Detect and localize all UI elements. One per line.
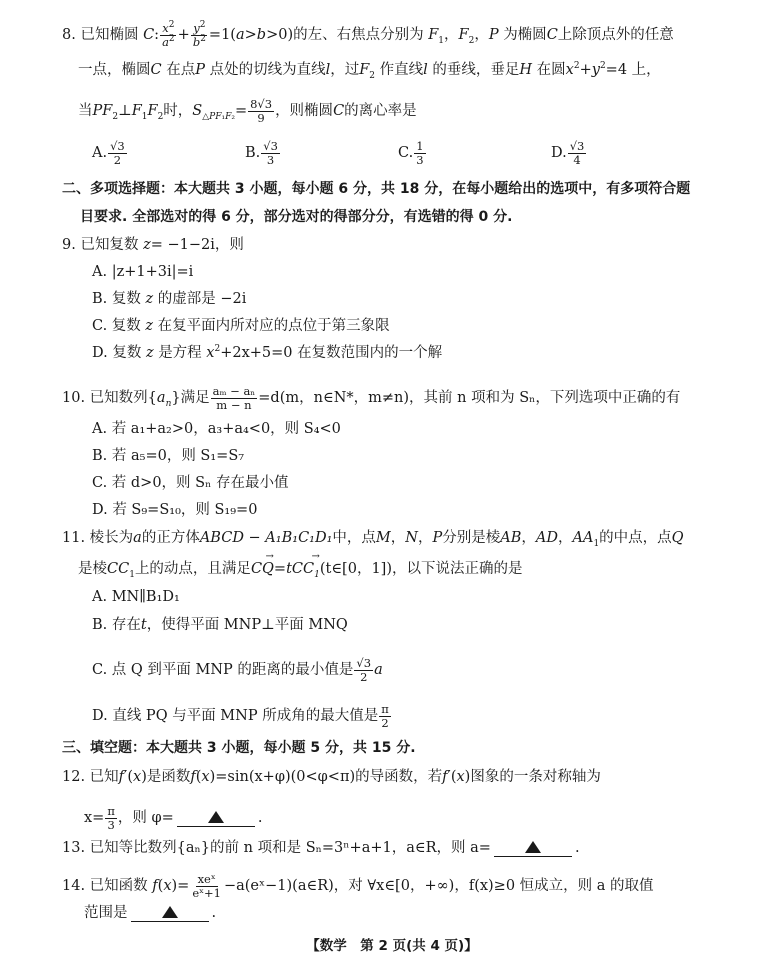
q8-option-a[interactable]: A. $\frac{√3}{2}$	[92, 139, 125, 167]
triangle-marker-icon	[162, 906, 178, 918]
q11-line1: 11. 棱长为a的正方体ABCD − A₁B₁C₁D₁中，点M，N，P分别是棱AB，AD，$AA_1$的中点，点Q	[62, 530, 684, 549]
q9-option-b[interactable]: B. 复数 z 的虚部是 −2i	[92, 291, 247, 307]
q14-line1: 14. 已知函数 f(x)= $\frac{\text{xeˣ}}{\text{eˣ+1}}$ −a(eˣ−1)(a∈R)，对 ∀x∈[0，+∞)，f(x)≥0 恒成立，则 a 的取值	[62, 872, 654, 900]
q9-stem: 9. 已知复数 z= −1−2i，则	[62, 237, 244, 253]
q8-option-b[interactable]: B. $\frac{√3}{3}$	[245, 139, 278, 167]
q13-line: 13. 已知等比数列{aₙ}的前 n 项和是 Sₙ=3ⁿ+a+1，a∈R，则 a= .	[62, 840, 580, 856]
q9-option-d[interactable]: D. 复数 z 是方程 $x^2+2x+5=0$ 在复数范围内的一个解	[92, 344, 443, 361]
section2-heading-cont: 目要求. 全部选对的得 6 分，部分选对的得部分分，有选错的得 0 分.	[80, 209, 513, 225]
q11-option-c[interactable]: C. 点 Q 到平面 MNP 的距离的最小值是 $\frac{√3}{2}$ a	[92, 656, 383, 684]
q11-option-b[interactable]: B. 存在t，使得平面 MNP⊥平面 MNQ	[92, 617, 348, 633]
x2-over-a2: $\frac{x^2}{a^2}$	[162, 20, 175, 49]
q12-line2: x= $\frac{\pi}{3}$ ，则 φ= .	[84, 804, 263, 832]
q12-line1: 12. 已知f′(x)是函数f(x)=sin(x+φ)(0<φ<π)的导函数，若f′(x)图象的一条对称轴为	[62, 769, 601, 785]
answer-blank-q13[interactable]	[494, 841, 572, 857]
answer-blank-q12[interactable]	[177, 811, 255, 827]
q10-option-d[interactable]: D. 若 S₉=S₁₀，则 S₁₉=0	[92, 502, 258, 518]
q11-option-a[interactable]: A. MN∥B₁D₁	[92, 589, 180, 605]
page-footer: 【数学 第 2 页(共 4 页)】	[306, 938, 478, 954]
q9-option-a[interactable]: A. |z+1+3i|=i	[92, 264, 194, 280]
area-fraction: $\frac{8√3}{9}$	[250, 97, 273, 125]
q10-option-c[interactable]: C. 若 d>0，则 Sₙ 存在最小值	[92, 475, 289, 491]
q8-line1: 8. 已知椭圆 C: $\frac{x^2}{a^2}$ + $\frac{y^2}{b^2}$ =1(a>b>0)的左、右焦点分别为 $F_1$，$F_2$，P 为椭圆C上除顶点外的任意	[62, 20, 674, 49]
q10-option-b[interactable]: B. 若 a₅=0，则 S₁=S₇	[92, 448, 245, 464]
q9-option-c[interactable]: C. 复数 z 在复平面内所对应的点位于第三象限	[92, 318, 390, 334]
q8-line2: 一点，椭圆C 在点P 点处的切线为直线l，过$F_2$ 作直线l 的垂线，垂足H 在圆$x^2+y^2=4$ 上，	[78, 61, 661, 81]
q11-line2: 是棱$CC_1$上的动点，且满足→ $CQ=t\to CC_1(t\in[0$，1])，以下说法正确的是	[78, 562, 522, 577]
q14-line2: 范围是 .	[84, 905, 217, 921]
triangle-marker-icon	[525, 841, 541, 853]
q8-option-c[interactable]: C. $\frac{1}{3}$	[398, 139, 424, 167]
q10-stem: 10. 已知数列$\{a_n\}$满足 $\frac{\text{aₘ − aₙ}}{m - n}$ =d(m，n∈N*，m≠n)，其前 n 项和为 Sₙ，下列选项中正确的有	[62, 384, 681, 412]
q11-option-d[interactable]: D. 直线 PQ 与平面 MNP 所成角的最大值是 $\frac{\pi}{2}$	[92, 702, 389, 730]
q8-line3: 当$PF_2\perp F_1F_2$时，$S_{\triangle PF_1F_2}=$ $\frac{8√3}{9}$ ，则椭圆C的离心率是	[78, 97, 417, 125]
difference-quotient: $\frac{\text{aₘ − aₙ}}{m - n}$	[212, 384, 256, 412]
section3-heading: 三、填空题：本大题共 3 小题，每小题 5 分，共 15 分.	[62, 740, 416, 756]
q8-option-d[interactable]: D. $\frac{√3}{4}$	[551, 139, 585, 167]
triangle-marker-icon	[208, 811, 224, 823]
y2-over-b2: $\frac{y^2}{b^2}$	[192, 20, 206, 49]
answer-blank-q14[interactable]	[131, 906, 209, 922]
section2-heading: 二、多项选择题：本大题共 3 小题，每小题 6 分，共 18 分，在每小题给出的选项中，有多项符合题	[62, 181, 691, 197]
q10-option-a[interactable]: A. 若 a₁+a₂>0，a₃+a₄<0，则 S₄<0	[92, 421, 341, 437]
